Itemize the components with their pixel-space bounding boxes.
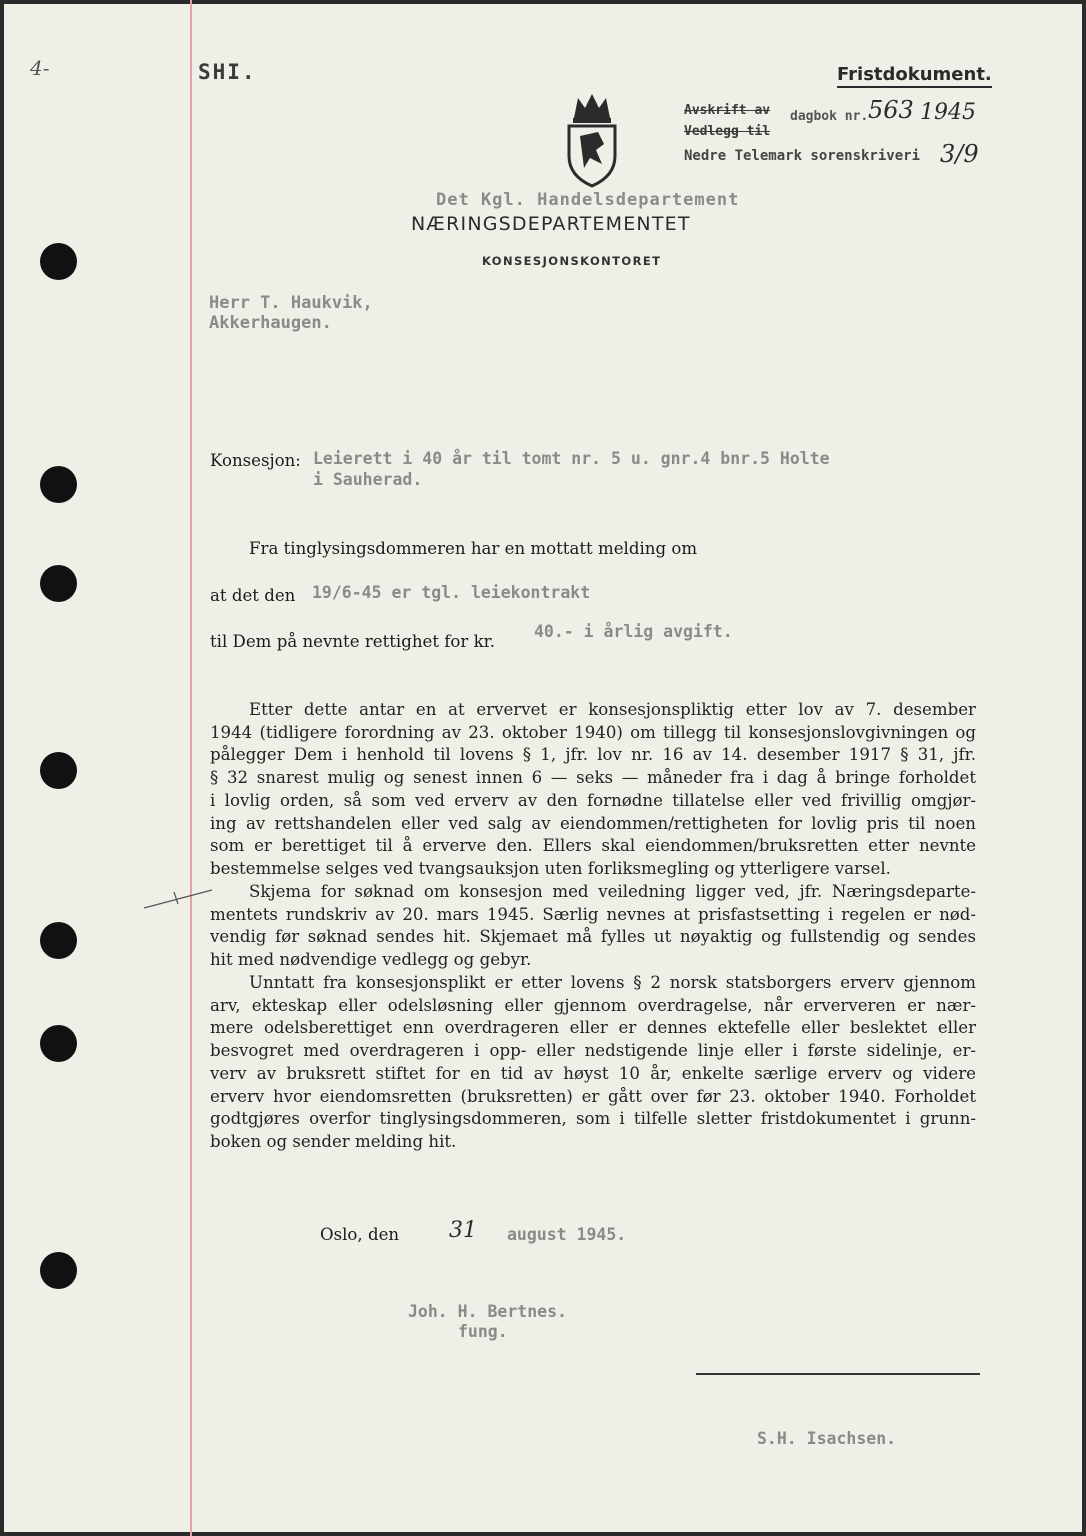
body-line: Etter dette antar en at ervervet er konsesjonspliktig etter lov av 7. desember: [249, 700, 976, 719]
body-line: som er berettiget til å erverve den. Ellers skal eiendommen/bruksretten etter nevnte: [210, 836, 976, 856]
stamp-date: 3/9: [940, 140, 979, 168]
punch-hole: [40, 1252, 77, 1289]
body-line: verv av bruksrett stiftet for en tid av høyst 10 år, enkelte særlige erverv og videre: [210, 1063, 976, 1083]
body-line: Unntatt fra konsesjonsplikt er etter lovens § 2 norsk statsborgers erverv gjennom: [249, 973, 976, 992]
pencil-mark-icon: [140, 882, 220, 912]
stamp-attachment-label: Vedlegg til: [684, 124, 771, 139]
punch-hole: [40, 1025, 77, 1062]
konsesjon-municipality: i Sauherad.: [313, 470, 423, 489]
stamp-journal-label: dagbok nr.: [790, 109, 869, 124]
corner-mark: 4-: [30, 56, 50, 80]
stamp-prefix: Avskrift av: [684, 103, 771, 118]
body-paragraph-2: [210, 881, 976, 972]
body-line: Skjema for søknad om konsesjon med veiledning ligger ved, jfr. Næringsdeparte-: [249, 882, 976, 901]
punch-hole: [40, 752, 77, 789]
body-line: godtgjøres overfor tinglysingsdommeren, som i tilfelle sletter fristdokumentet i grunn-: [210, 1109, 976, 1129]
stamp-year: 1945: [920, 100, 976, 125]
stamp-court: Nedre Telemark sorenskriveri: [684, 148, 921, 164]
stamp-journal-number: 563: [868, 96, 914, 124]
body-paragraph-3: [210, 972, 976, 1154]
second-signer-name: S.H. Isachsen.: [757, 1429, 897, 1448]
document-type: Fristdokument.: [837, 64, 992, 88]
body-line: vendig før søknad sendes hit. Skjemaet må fylles ut nøyaktig og fullstendig og sendes: [210, 927, 976, 947]
body-line: boken og sender melding hit.: [210, 1131, 457, 1151]
punch-hole: [40, 466, 77, 503]
punch-hole: [40, 565, 77, 602]
coat-of-arms-icon: [560, 92, 624, 188]
notice-amount-label: til Dem på nevnte rettighet for kr.: [210, 632, 496, 651]
body-line: erverv hvor eiendomsretten (bruksretten) er gått over før 23. oktober 1940. Forholdet: [210, 1086, 976, 1106]
signer-title: fung.: [458, 1322, 508, 1341]
body-line: pålegger Dem i henhold til lovens § 1, jfr. lov nr. 16 av 14. desember 1917 § 31, jfr.: [210, 745, 976, 765]
recipient-name: Herr T. Haukvik,: [209, 293, 373, 313]
punch-hole: [40, 243, 77, 280]
body-line: bestemmelse selges ved tvangsauksjon uten forliksmegling og ytterligere varsel.: [210, 858, 891, 878]
recipient-address: Akkerhaugen.: [209, 313, 332, 333]
body-paragraph-1: [210, 699, 976, 881]
konsesjon-label: Konsesjon:: [210, 451, 301, 470]
department-name: NÆRINGSDEPARTEMENTET: [411, 213, 691, 235]
place-date-label: Oslo, den: [320, 1225, 400, 1244]
signer-name: Joh. H. Bertnes.: [408, 1302, 567, 1321]
body-line: ing av rettshandelen eller ved salg av eiendommen/rettigheten for lovlig pris til noen: [210, 813, 976, 833]
body-line: arv, ekteskap eller odelsløsning eller gjennom overdragelse, når erververen er nær-: [210, 995, 976, 1015]
body-line: i lovlig orden, så som ved erverv av den fornødne tillatelse eller ved frivillig omgjør-: [210, 790, 976, 810]
body-line: besvogret med overdrageren i opp- eller nedstigende linje eller i første sidelinje, er-: [210, 1041, 976, 1061]
old-department-name: Det Kgl. Handelsdepartement: [436, 190, 740, 210]
date-day: 31: [449, 1218, 477, 1243]
signature-line: [696, 1373, 980, 1375]
body-line: mentets rundskriv av 20. mars 1945. Særlig nevnes at prisfastsetting i regelen er nød-: [210, 904, 976, 924]
office-name: KONSESJONSKONTORET: [482, 254, 662, 268]
date-month-year: august 1945.: [507, 1225, 627, 1244]
margin-rule: [190, 0, 192, 1536]
notice-date-label: at det den: [210, 586, 296, 605]
notice-intro: Fra tinglysingsdommeren har en mottatt melding om: [249, 539, 698, 558]
notice-date-value: 19/6-45 er tgl. leiekontrakt: [312, 583, 591, 602]
body-line: § 32 snarest mulig og senest innen 6 — seks — måneder fra i dag å bringe forholdet: [210, 768, 976, 788]
body-line: mere odelsberettiget enn overdrageren eller er dennes ektefelle eller beslektet eller: [210, 1018, 976, 1038]
body-line: 1944 (tidligere forordning av 23. oktober 1940) om tillegg til konsesjonslovgivningen og: [210, 722, 976, 742]
file-code: SHI.: [198, 60, 257, 84]
punch-hole: [40, 922, 77, 959]
body-line: hit med nødvendige vedlegg og gebyr.: [210, 950, 532, 970]
notice-amount-value: 40.- i årlig avgift.: [534, 622, 733, 641]
konsesjon-description: Leierett i 40 år til tomt nr. 5 u. gnr.4 bnr.5 Holte: [313, 449, 830, 468]
